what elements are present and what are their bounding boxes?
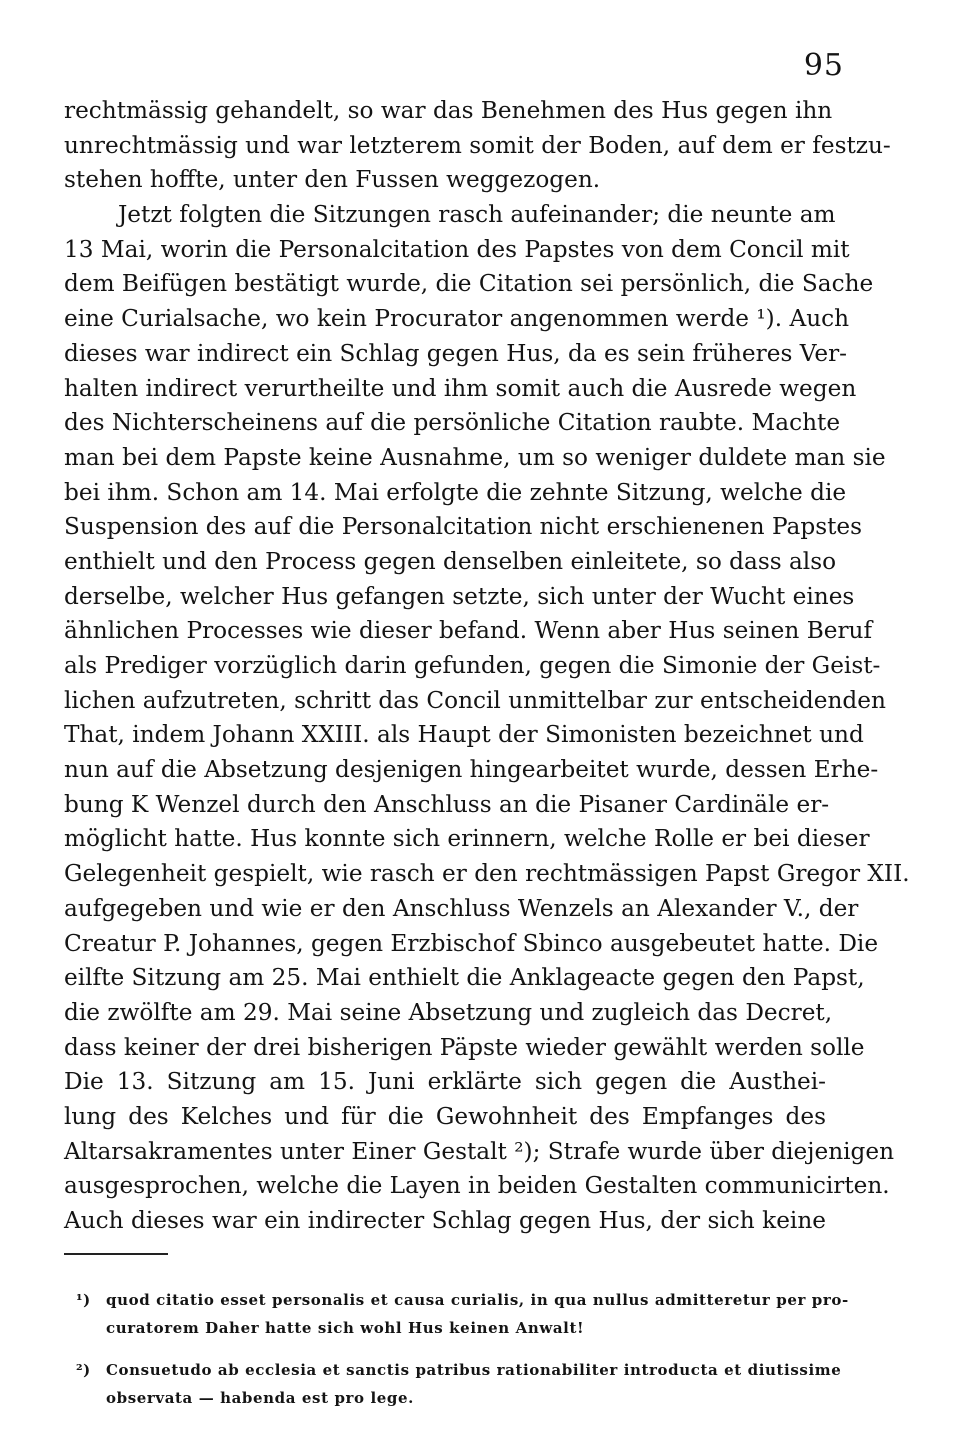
text-line: ähnlichen Processes wie dieser befand. Wenn aber Hus seinen Beruf [64, 617, 873, 645]
text-line: stehen hoffte, unter den Fussen weggezogen. [64, 166, 601, 194]
text-line: lung des Kelches und für die Gewohnheit des Empfanges des [64, 1102, 826, 1130]
text-line: Die 13. Sitzung am 15. Juni erklärte sich gegen die Austhei- [64, 1068, 826, 1096]
text-line: dem Beifügen bestätigt wurde, die Citation sei persönlich, die Sache [64, 270, 874, 298]
text-line: Creatur P. Johannes, gegen Erzbischof Sbinco ausgebeutet hatte. Die [64, 929, 879, 957]
footnote-text: Consuetudo ab ecclesia et sanctis patribus rationabiliter introducta et diutissime [106, 1361, 842, 1379]
footnote-text: curatorem Daher hatte sich wohl Hus keinen Anwalt! [106, 1319, 585, 1337]
text-line: des Nichterscheinens auf die persönliche Citation raubte. Machte [64, 409, 841, 437]
footnote-divider [64, 1253, 168, 1255]
text-line: Jetzt folgten die Sitzungen rasch aufeinander; die neunte am [118, 201, 836, 229]
text-line: derselbe, welcher Hus gefangen setzte, sich unter der Wucht eines [64, 582, 855, 610]
text-line: die zwölfte am 29. Mai seine Absetzung und zugleich das Decret, [64, 998, 833, 1026]
footnote-2 [76, 1356, 842, 1412]
footnote-mark: ¹) [76, 1291, 91, 1309]
footnote-1 [76, 1286, 849, 1342]
body-text [64, 94, 910, 1239]
footnote-text: observata — habenda est pro lege. [106, 1389, 414, 1407]
text-line: Suspension des auf die Personalcitation nicht erschienenen Papstes [64, 513, 863, 541]
text-line: bei ihm. Schon am 14. Mai erfolgte die zehnte Sitzung, welche die [64, 478, 847, 506]
text-line: eine Curialsache, wo kein Procurator angenommen werde ¹). Auch [64, 305, 850, 333]
text-line: Altarsakramentes unter Einer Gestalt ²); Strafe wurde über diejenigen [64, 1137, 895, 1165]
footnote-text: quod citatio esset personalis et causa curialis, in qua nullus admitteretur per pro- [106, 1291, 849, 1309]
text-line: eilfte Sitzung am 25. Mai enthielt die Anklageacte gegen den Papst, [64, 964, 865, 992]
footnotes [76, 1286, 849, 1412]
text-line: halten indirect verurtheilte und ihm somit auch die Ausrede wegen [64, 374, 857, 402]
text-line: dieses war indirect ein Schlag gegen Hus, da es sein früheres Ver- [64, 339, 847, 367]
page-number: 95 [803, 48, 844, 83]
text-line: lichen aufzutreten, schritt das Concil unmittelbar zur entscheidenden [64, 686, 886, 714]
text-line: man bei dem Papste keine Ausnahme, um so weniger duldete man sie [64, 443, 886, 471]
text-line: aufgegeben und wie er den Anschluss Wenzels an Alexander V., der [64, 894, 859, 922]
text-line: nun auf die Absetzung desjenigen hingearbeitet wurde, dessen Erhe- [64, 756, 879, 784]
text-line: ausgesprochen, welche die Layen in beiden Gestalten communicirten. [64, 1172, 890, 1200]
text-line: möglicht hatte. Hus konnte sich erinnern, welche Rolle er bei dieser [64, 825, 870, 853]
text-line: als Prediger vorzüglich darin gefunden, gegen die Simonie der Geist- [64, 652, 881, 679]
footnote-mark: ²) [76, 1361, 91, 1379]
text-line: That, indem Johann XXIII. als Haupt der Simonisten bezeichnet und [64, 721, 864, 749]
text-line: dass keiner der drei bisherigen Päpste wieder gewählt werden solle [64, 1033, 865, 1061]
text-line: enthielt und den Process gegen denselben einleitete, so dass also [64, 547, 837, 575]
text-line: rechtmässig gehandelt, so war das Benehmen des Hus gegen ihn [64, 97, 833, 124]
text-line: unrechtmässig und war letzterem somit der Boden, auf dem er festzu- [64, 131, 891, 159]
text-line: Auch dieses war ein indirecter Schlag gegen Hus, der sich keine [64, 1207, 826, 1234]
text-line: 13 Mai, worin die Personalcitation des Papstes von dem Concil mit [64, 235, 850, 263]
text-line: Gelegenheit gespielt, wie rasch er den rechtmässigen Papst Gregor XII. [64, 860, 910, 888]
text-line: bung K Wenzel durch den Anschluss an die Pisaner Cardinäle er- [64, 790, 830, 818]
